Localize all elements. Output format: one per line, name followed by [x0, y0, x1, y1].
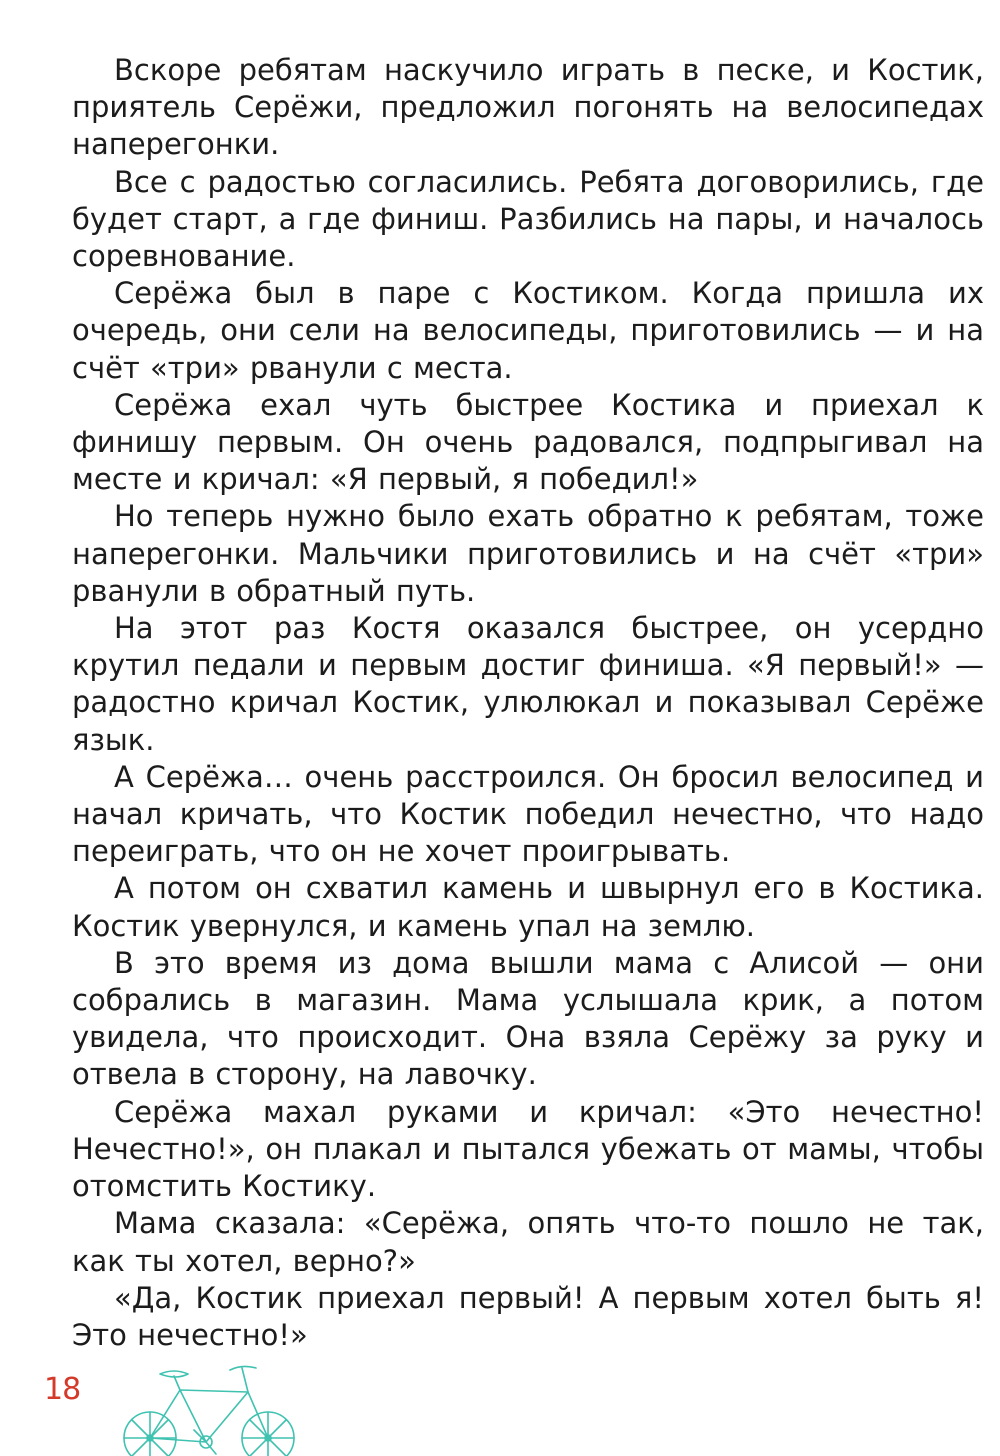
bicycle-icon: [110, 1362, 310, 1456]
paragraph-11: Мама сказала: «Серёжа, опять что-то пошло не так, как ты хотел, верно?»: [72, 1206, 984, 1278]
paragraph-10: Серёжа махал руками и кричал: «Это нечестно! Нечестно!», он плакал и пытался убежать от мамы, чтобы отомстить Костику.: [72, 1094, 984, 1204]
page-text: [72, 52, 984, 1354]
paragraph-1: Вскоре ребятам наскучило играть в песке, и Костик, приятель Серёжи, предложил погонять на велосипедах наперегонки.: [72, 53, 984, 162]
paragraph-7: А Серёжа… очень расстроился. Он бросил велосипед и начал кричать, что Костик победил нечестно, что надо переиграть, что он не хочет проигрывать.: [72, 759, 984, 869]
paragraph-8: А потом он схватил камень и швырнул его в Костика. Костик увернулся, и камень упал на землю.: [72, 871, 984, 943]
paragraph-6: На этот раз Костя оказался быстрее, он усердно крутил педали и первым достиг финиша. «Я первый!» — радостно кричал Костик, улюлюкал и показывал Серёже язык.: [72, 611, 984, 757]
paragraph-9: В это время из дома вышли мама с Алисой — они собрались в магазин. Мама услышала крик, а потом увидела, что происходит. Она взяла Серёжу за руку и отвела в сторону, на лавочку.: [72, 945, 984, 1092]
paragraph-5: Но теперь нужно было ехать обратно к ребятам, тоже наперегонки. Мальчики приготовились и на счёт «три» рванули в обратный путь.: [72, 499, 984, 608]
paragraph-4: Серёжа ехал чуть быстрее Костика и приехал к финишу первым. Он очень радовался, подпрыгивал на месте и кричал: «Я первый, я победил!»: [72, 387, 984, 497]
paragraph-2: Все с радостью согласились. Ребята договорились, где будет старт, а где финиш. Разбились на пары, и началось соревнование.: [72, 164, 984, 274]
page-number: 18: [44, 1372, 81, 1407]
paragraph-12: «Да, Костик приехал первый! А первым хотел быть я! Это нечестно!»: [72, 1280, 984, 1352]
paragraph-3: Серёжа был в паре с Костиком. Когда пришла их очередь, они сели на велосипеды, приготовились — и на счёт «три» рванули с места.: [72, 276, 984, 385]
